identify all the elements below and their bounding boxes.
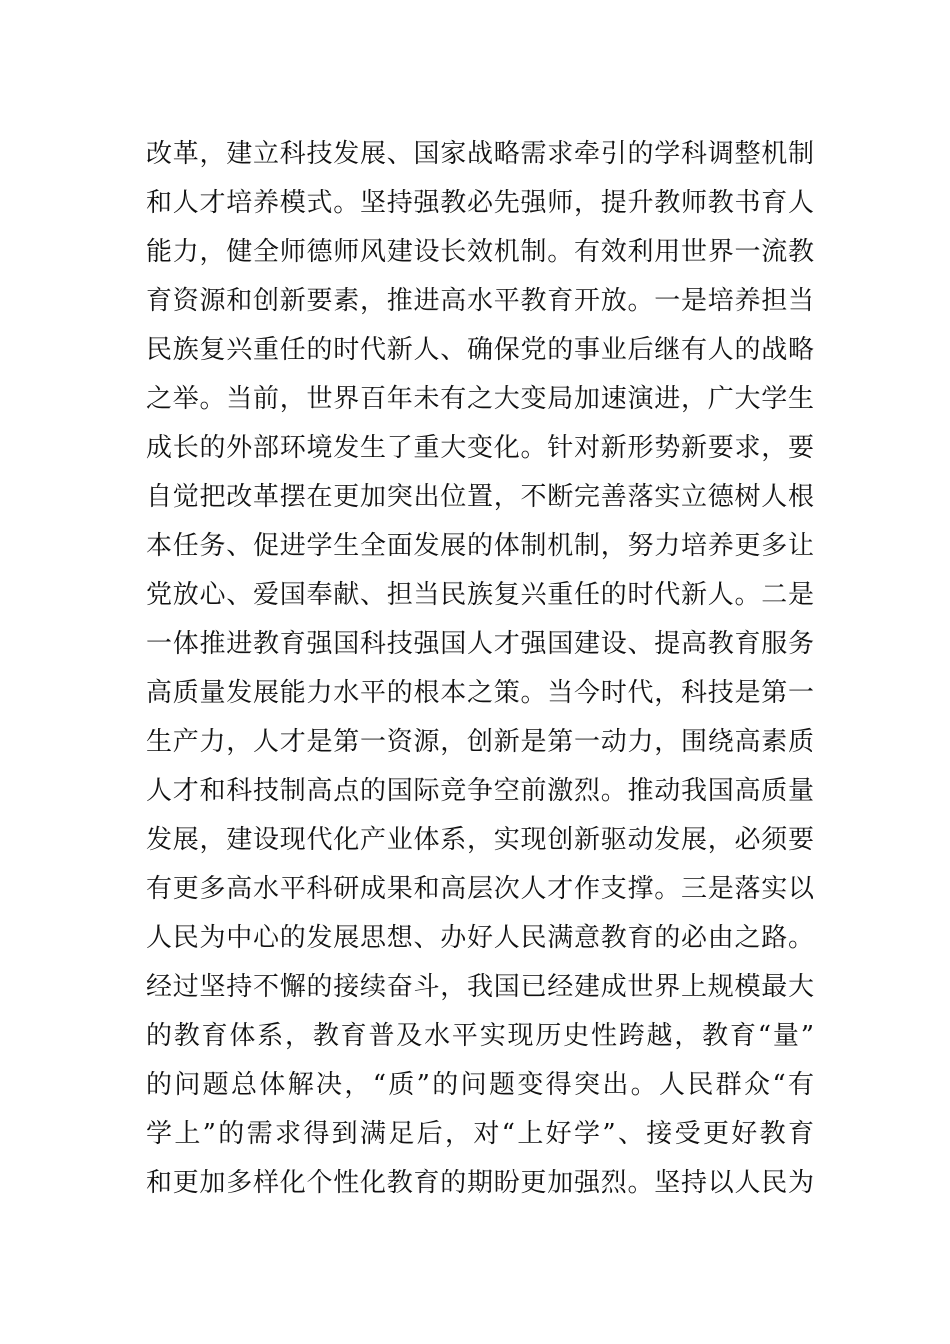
text-line: 人才和科技制高点的国际竞争空前激烈。推动我国高质量 <box>146 776 814 806</box>
text-line: 有更多高水平科研成果和高层次人才作支撑。三是落实以 <box>146 874 814 904</box>
text-line: 本任务、促进学生全面发展的体制机制，努力培养更多让 <box>146 531 814 561</box>
text-line: 党放心、爱国奉献、担当民族复兴重任的时代新人。二是 <box>146 580 814 610</box>
text-line: 育资源和创新要素，推进高水平教育开放。一是培养担当 <box>146 286 814 316</box>
text-line: 人民为中心的发展思想、办好人民满意教育的必由之路。 <box>146 923 814 953</box>
text-line: 能力，健全师德师风建设长效机制。有效利用世界一流教 <box>146 237 814 267</box>
body-text <box>146 130 814 1208</box>
text-line: 学上”的需求得到满足后，对“上好学”、接受更好教育 <box>146 1119 814 1149</box>
text-line: 经过坚持不懈的接续奋斗，我国已经建成世界上规模最大 <box>146 972 814 1002</box>
text-line: 成长的外部环境发生了重大变化。针对新形势新要求，要 <box>146 433 814 463</box>
text-line: 和人才培养模式。坚持强教必先强师，提升教师教书育人 <box>146 188 814 218</box>
text-line: 自觉把改革摆在更加突出位置，不断完善落实立德树人根 <box>146 482 814 512</box>
text-line: 高质量发展能力水平的根本之策。当今时代，科技是第一 <box>146 678 814 708</box>
text-line: 之举。当前，世界百年未有之大变局加速演进，广大学生 <box>146 384 814 414</box>
text-line: 民族复兴重任的时代新人、确保党的事业后继有人的战略 <box>146 335 814 365</box>
text-line: 发展，建设现代化产业体系，实现创新驱动发展，必须要 <box>146 825 814 855</box>
text-line: 改革，建立科技发展、国家战略需求牵引的学科调整机制 <box>146 139 814 169</box>
text-line: 的教育体系，教育普及水平实现历史性跨越，教育“量” <box>146 1021 814 1051</box>
text-line: 的问题总体解决，“质”的问题变得突出。人民群众“有 <box>146 1070 814 1100</box>
text-line: 生产力，人才是第一资源，创新是第一动力，围绕高素质 <box>146 727 814 757</box>
text-line: 和更加多样化个性化教育的期盼更加强烈。坚持以人民为 <box>146 1168 814 1198</box>
text-line: 一体推进教育强国科技强国人才强国建设、提高教育服务 <box>146 629 814 659</box>
